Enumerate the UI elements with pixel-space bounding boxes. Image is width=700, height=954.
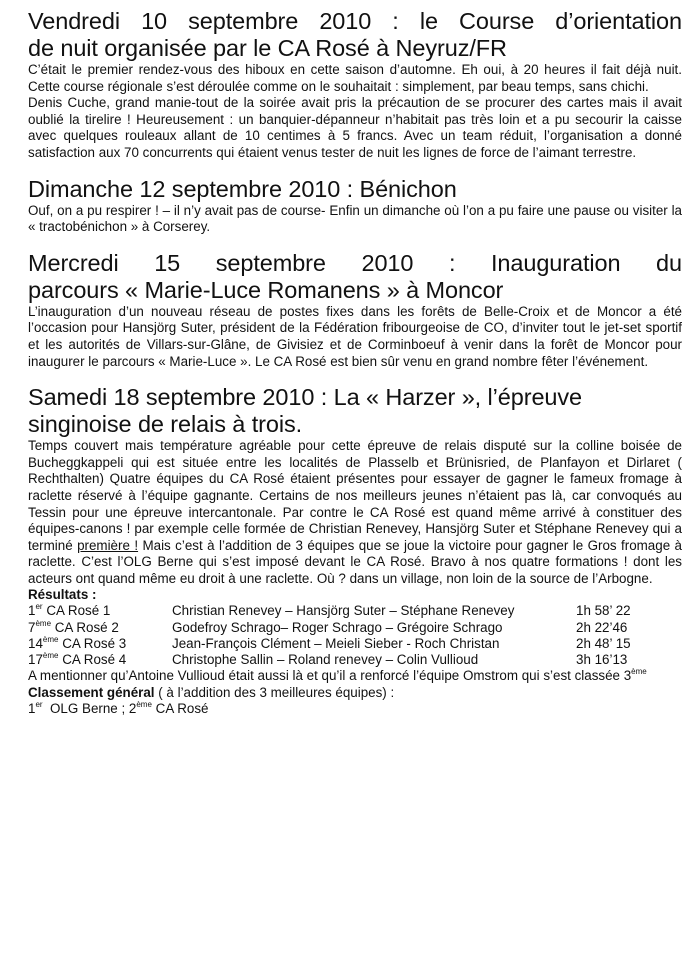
paragraph-text: Temps couvert mais température agréable pour cette épreuve de relais disputé sur la colline boisée de Bucheggkappeli qui est située entre les localités de Plasselb et Brünisried, de Planfayon et Dirlaret ( Rechthalten) Quatre équipes du CA Rosé étaient présentes pour essayer de gagner le fameux fromage à raclette réservé à l’équipe gagnante. Certains de nos meilleurs jeunes n’étaient pas là, car convoqués au Tessin pour une épreuve intercantonale. Par contre le CA Rosé est quand même arrivé à constituer des équipes-canons ! par exemple celle formée de Christian Renevey, Hansjörg Suter et Stéphane Renevey qui a terminé	[28, 438, 682, 553]
section-title-line2: parcours « Marie-Luce Romanens » à Moncor	[28, 276, 504, 303]
underlined-text: première !	[77, 537, 139, 553]
result-row	[28, 603, 682, 619]
section-title: Dimanche 12 septembre 2010 : Bénichon	[28, 175, 457, 202]
result-team: 14ème CA Rosé 3	[28, 634, 127, 651]
note-paragraph: A mentionner qu’Antoine Vullioud était aussi là et qu’il a renforcé l’équipe Omstrom qui s’est classée 3ème	[28, 667, 647, 684]
section-title-line2: singinoise de relais à trois.	[28, 411, 303, 438]
result-time: 3h 16’13	[576, 652, 628, 668]
paragraph: L’inauguration d’un nouveau réseau de postes fixes dans les forêts de Belle-Croix et de Moncor a été l’occasion pour Hansjörg Suter, président de la Fédération fribourgeoise de CO, d’inviter tout le jet-set sportif et les autorités de Villars-sur-Glâne, de Givisiez et de Corminboeuf à venir dans la forêt de Moncor pour inaugurer le parcours « Marie-Luce ». Le CA Rosé est bien sûr venu en grand nombre fêter l’événement.	[28, 303, 682, 369]
result-time: 1h 58’ 22	[576, 603, 631, 619]
section-vendredi	[28, 8, 682, 162]
result-members: Christian Renevey – Hansjörg Suter – Stéphane Renevey	[172, 603, 515, 619]
result-team: 17ème CA Rosé 4	[28, 651, 127, 668]
section-samedi	[28, 384, 682, 718]
result-team: 1er CA Rosé 1	[28, 602, 111, 619]
result-members: Godefroy Schrago– Roger Schrago – Grégoire Schrago	[172, 619, 503, 635]
general-ranking: 1er OLG Berne ; 2ème CA Rosé	[28, 700, 209, 717]
section-title-line1: Vendredi 10 septembre 2010 : le Course d’orientation	[28, 8, 682, 34]
section-title-line1: Samedi 18 septembre 2010 : La « Harzer », l’épreuve	[28, 384, 583, 411]
result-team: 7ème CA Rosé 2	[28, 618, 119, 635]
result-time: 2h 48’ 15	[576, 635, 631, 651]
section-dimanche	[28, 176, 682, 236]
result-row	[28, 636, 682, 652]
paragraph-text: Mais c’est à l’addition de 3 équipes que se joue la victoire pour gagner le Gros fromage à raclette. C’est l’OLG Berne qui s’est imposé devant le CA Rosé. Bravo à nos quatre formations ! dont les acteurs ont quand même eu droit à une raclette. Où ? dans un village, non loin de la source de l’Arbogne.	[28, 537, 683, 586]
paragraph	[28, 438, 682, 587]
result-row	[28, 652, 682, 668]
result-time: 2h 22’46	[576, 619, 628, 635]
section-mercredi	[28, 250, 682, 370]
results-list	[28, 603, 682, 668]
general-ranking-heading: Classement général ( à l’addition des 3 meilleures équipes) :	[28, 684, 395, 700]
paragraph: C’était le premier rendez-vous des hiboux en cette saison d’automne. Eh oui, à 20 heures il fait déjà nuit. Cette course régionale s’est déroulée comme on le souhaitait : simplement, par beau temps, sans chichi.	[28, 62, 682, 94]
result-row	[28, 620, 682, 636]
results-label: Résultats :	[28, 587, 97, 603]
paragraph: Ouf, on a pu respirer ! – il n’y avait pas de course- Enfin un dimanche où l’on a pu faire une pause ou visiter la « tractobénichon » à Corserey.	[28, 202, 682, 235]
result-members: Jean-François Clément – Meieli Sieber - Roch Christan	[172, 635, 500, 651]
result-members: Christophe Sallin – Roland renevey – Colin Vullioud	[172, 652, 479, 668]
section-title-line1: Mercredi 15 septembre 2010 : Inauguration du	[28, 249, 682, 276]
paragraph: Denis Cuche, grand manie-tout de la soirée avait pris la précaution de se procurer des cartes mais il avait oublié la tirelire ! Heureusement : un banquier-dépanneur n’habitait pas très loin et a pu secourir la caisse avec quelques rouleaux allant de 10 centimes à 5 francs. Avec un team réduit, l’organisation a donné satisfaction aux 70 concurrents qui étaient venus tester de nuit les lignes de force de l’aimant terrestre.	[28, 95, 682, 160]
section-title-line2: de nuit organisée par le CA Rosé à Neyruz/FR	[28, 35, 507, 61]
